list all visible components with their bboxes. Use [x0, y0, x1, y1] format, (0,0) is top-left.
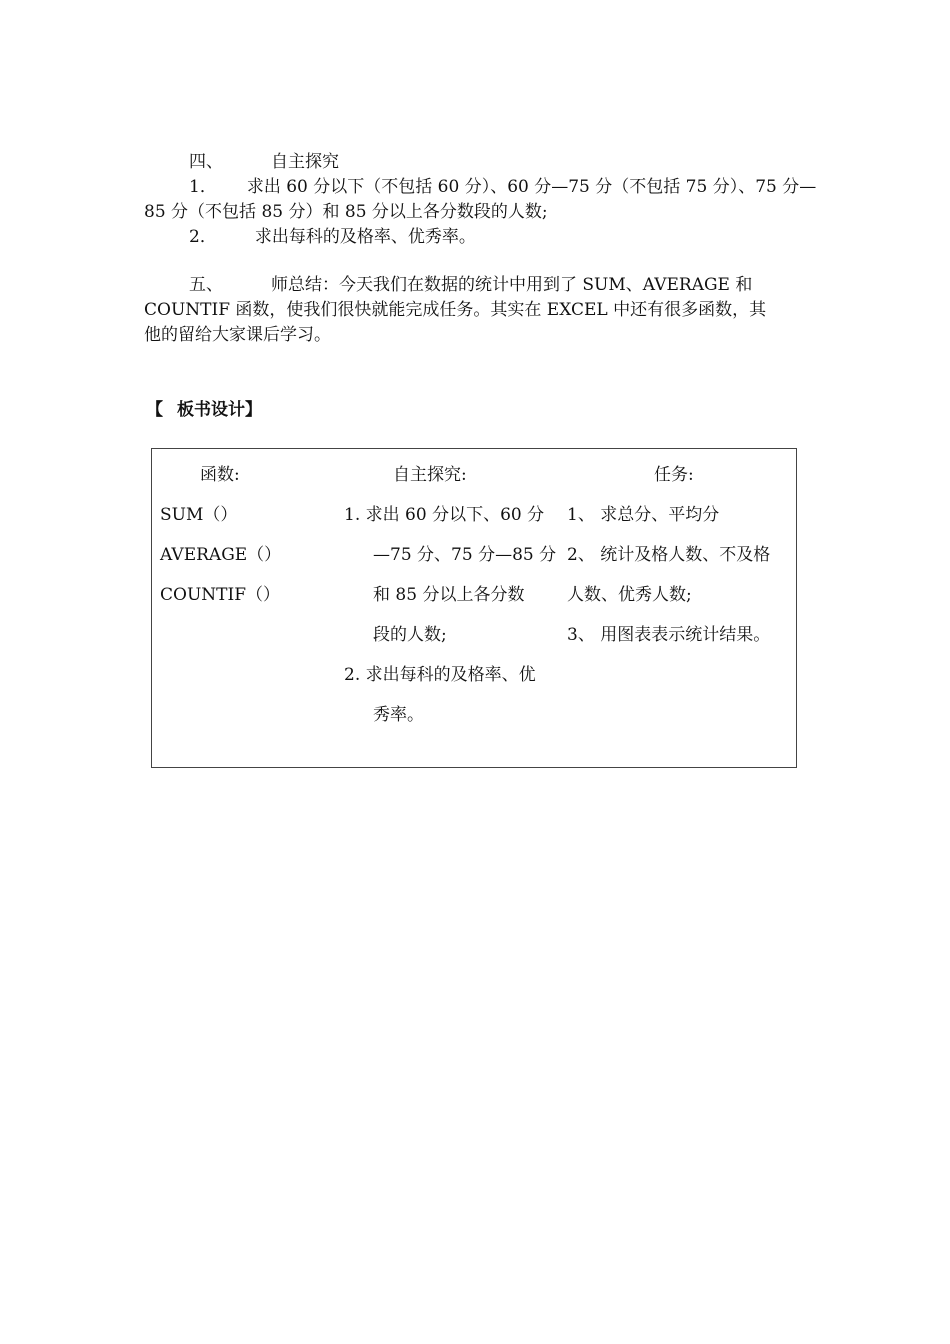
col-functions-header: 函数: — [200, 465, 240, 485]
section-4-item-1-continued: 85 分（不包括 85 分）和 85 分以上各分数段的人数; — [144, 202, 548, 222]
function-item: AVERAGE（） — [160, 545, 282, 565]
board-design-heading — [146, 398, 262, 422]
item-2-number: 2． — [189, 227, 217, 247]
function-item: SUM（） — [160, 505, 238, 525]
section-4-number: 四、 — [189, 152, 223, 172]
task-line: 2、 统计及格人数、不及格 — [567, 545, 771, 565]
item-1-text-line-1: 求出 60 分以下（不包括 60 分）、60 分—75 分（不包括 75 分）、75 分— — [246, 177, 817, 197]
explore-line: 和 85 分以上各分数 — [373, 585, 525, 605]
board-design-box — [151, 448, 797, 768]
explore-line: —75 分、75 分—85 分 — [373, 545, 557, 565]
task-line: 人数、优秀人数; — [567, 585, 692, 605]
explore-line: 1. 求出 60 分以下、60 分 — [344, 505, 545, 525]
board-heading-title: 板书设计】 — [177, 400, 262, 420]
task-line: 1、 求总分、平均分 — [567, 505, 720, 525]
item-2-text: 求出每科的及格率、优秀率。 — [254, 227, 476, 247]
section-4-heading — [189, 150, 339, 174]
section-5-line-1 — [189, 273, 752, 297]
section-5-text-line-1: 师总结：今天我们在数据的统计中用到了 SUM、AVERAGE 和 — [271, 275, 753, 295]
section-5-line-2: COUNTIF 函数，使我们很快就能完成任务。其实在 EXCEL 中还有很多函数，其 — [144, 300, 767, 320]
section-4-item-1 — [189, 175, 816, 199]
explore-line: 段的人数; — [373, 625, 447, 645]
section-5-number: 五、 — [189, 275, 223, 295]
explore-line: 2. 求出每科的及格率、优 — [344, 665, 536, 685]
board-heading-bracket: 【 — [146, 400, 163, 420]
function-item: COUNTIF（） — [160, 585, 280, 605]
col-tasks-header: 任务: — [654, 465, 694, 485]
col-explore-header: 自主探究: — [393, 465, 467, 485]
task-line: 3、 用图表表示统计结果。 — [567, 625, 771, 645]
section-4-title: 自主探究 — [271, 152, 339, 172]
item-1-number: 1． — [189, 177, 217, 197]
explore-line: 秀率。 — [373, 705, 424, 725]
section-5-line-3: 他的留给大家课后学习。 — [144, 325, 331, 345]
section-4-item-2 — [189, 225, 476, 249]
